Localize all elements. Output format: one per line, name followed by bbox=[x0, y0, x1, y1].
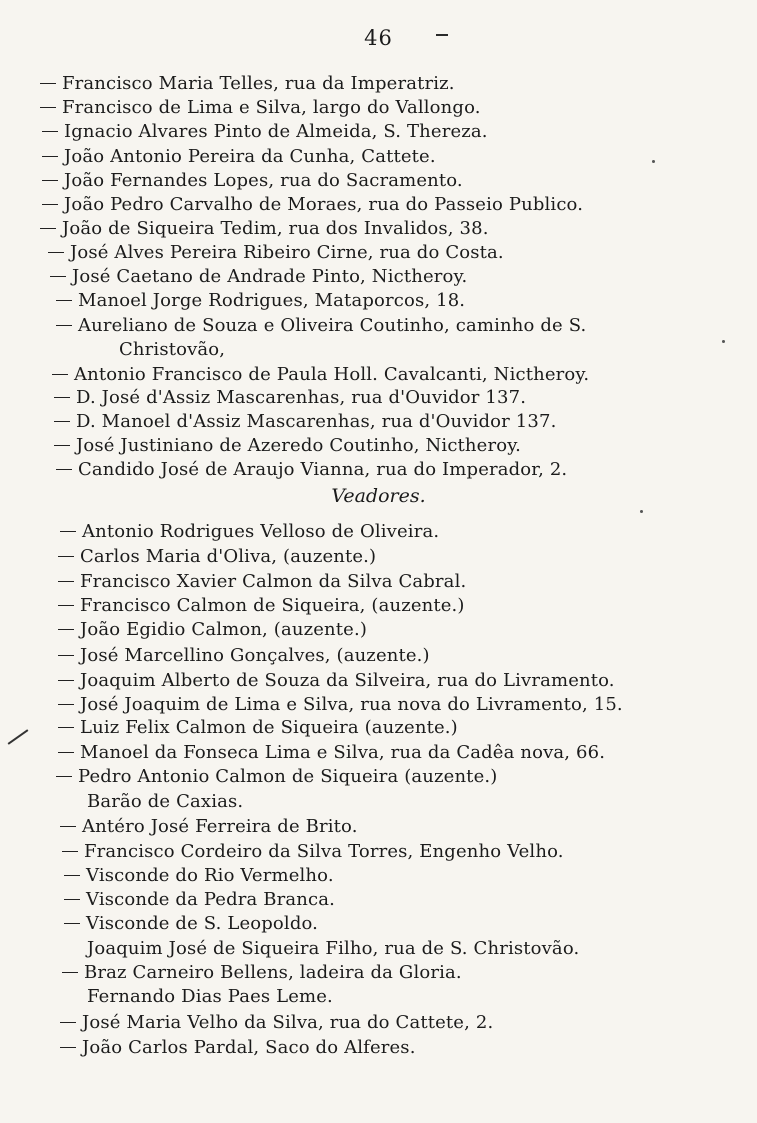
list-item bbox=[42, 169, 463, 192]
entry-text: João Antonio Pereira da Cunha, Cattete. bbox=[64, 146, 436, 167]
entry-dash bbox=[42, 156, 58, 157]
entry-dash bbox=[42, 180, 58, 181]
entry-dash bbox=[58, 655, 74, 656]
entry-text: Francisco Maria Telles, rua da Imperatriz. bbox=[62, 73, 455, 94]
entry-text: Francisco Xavier Calmon da Silva Cabral. bbox=[80, 571, 467, 592]
entry-text: João de Siqueira Tedim, rua dos Invalidos, 38. bbox=[62, 218, 489, 239]
entry-dash bbox=[54, 421, 70, 422]
list-item bbox=[60, 1011, 493, 1034]
entry-dash bbox=[42, 204, 58, 205]
entry-dash bbox=[62, 851, 78, 852]
entry-text: Francisco Cordeiro da Silva Torres, Engenho Velho. bbox=[84, 841, 564, 862]
list-item bbox=[58, 741, 605, 764]
entry-text: Francisco de Lima e Silva, largo do Vallongo. bbox=[62, 97, 481, 118]
entry-text: Barão de Caxias. bbox=[87, 791, 244, 812]
list-item bbox=[40, 96, 481, 119]
list-item bbox=[48, 241, 504, 264]
entry-text: D. Manoel d'Assiz Mascarenhas, rua d'Ouvidor 137. bbox=[76, 411, 557, 432]
entry-dash bbox=[60, 826, 76, 827]
entry-text: Visconde da Pedra Branca. bbox=[86, 889, 336, 910]
list-item bbox=[87, 985, 333, 1008]
entry-text: João Egidio Calmon, (auzente.) bbox=[80, 619, 368, 640]
ink-speck bbox=[652, 160, 655, 163]
entry-dash bbox=[58, 752, 74, 753]
entry-text: Aureliano de Souza e Oliveira Coutinho, caminho de S. bbox=[78, 315, 587, 336]
entry-text: D. José d'Assiz Mascarenhas, rua d'Ouvidor 137. bbox=[76, 387, 527, 408]
entry-dash bbox=[40, 228, 56, 229]
list-item bbox=[40, 217, 489, 240]
entry-dash bbox=[58, 704, 74, 705]
list-item bbox=[56, 458, 567, 481]
list-item bbox=[87, 790, 243, 813]
list-item bbox=[64, 864, 334, 887]
entry-text: Manoel da Fonseca Lima e Silva, rua da Cadêa nova, 66. bbox=[80, 742, 606, 763]
list-item bbox=[119, 338, 225, 361]
entry-text: Ignacio Alvares Pinto de Almeida, S. Thereza. bbox=[64, 121, 488, 142]
entry-text: José Joaquim de Lima e Silva, rua nova do Livramento, 15. bbox=[80, 694, 623, 715]
entry-text: José Alves Pereira Ribeiro Cirne, rua do Costa. bbox=[70, 242, 504, 263]
entry-text: Antonio Rodrigues Velloso de Oliveira. bbox=[82, 521, 440, 542]
list-item bbox=[42, 120, 488, 143]
list-item bbox=[87, 937, 579, 960]
entry-dash bbox=[64, 875, 80, 876]
entry-dash bbox=[62, 972, 78, 973]
margin-pen-mark bbox=[8, 729, 29, 744]
entry-text: João Carlos Pardal, Saco do Alferes. bbox=[82, 1037, 416, 1058]
list-item bbox=[58, 545, 376, 568]
list-item bbox=[54, 386, 526, 409]
list-item bbox=[60, 1036, 416, 1059]
entry-dash bbox=[56, 325, 72, 326]
entry-text: José Justiniano de Azeredo Coutinho, Nictheroy. bbox=[76, 435, 522, 456]
entry-text: Pedro Antonio Calmon de Siqueira (auzente.) bbox=[78, 766, 498, 787]
entry-dash bbox=[40, 107, 56, 108]
entry-text: Francisco Calmon de Siqueira, (auzente.) bbox=[80, 595, 465, 616]
entry-text: Joaquim José de Siqueira Filho, rua de S. Christovão. bbox=[87, 938, 580, 959]
header-dash bbox=[436, 34, 448, 36]
entry-text: Visconde do Rio Vermelho. bbox=[86, 865, 334, 886]
entry-text: Joaquim Alberto de Souza da Silveira, rua do Livramento. bbox=[80, 670, 615, 691]
list-item bbox=[56, 765, 497, 788]
list-item bbox=[40, 72, 455, 95]
entry-text: Carlos Maria d'Oliva, (auzente.) bbox=[80, 546, 377, 567]
entry-dash bbox=[56, 300, 72, 301]
list-item bbox=[60, 815, 358, 838]
list-item bbox=[52, 363, 589, 386]
entry-dash bbox=[64, 923, 80, 924]
entry-dash bbox=[58, 629, 74, 630]
entry-dash bbox=[52, 374, 68, 375]
entry-text: Luiz Felix Calmon de Siqueira (auzente.) bbox=[80, 717, 458, 738]
list-item bbox=[60, 520, 439, 543]
list-item bbox=[54, 410, 556, 433]
entry-dash bbox=[54, 397, 70, 398]
entry-text: Christovão, bbox=[119, 339, 226, 360]
list-item bbox=[58, 669, 615, 692]
entry-dash bbox=[64, 899, 80, 900]
entry-dash bbox=[54, 445, 70, 446]
entry-dash bbox=[48, 252, 64, 253]
list-item bbox=[58, 716, 458, 739]
entry-dash bbox=[58, 605, 74, 606]
entry-dash bbox=[60, 531, 76, 532]
ink-speck bbox=[640, 510, 643, 513]
entry-text: Braz Carneiro Bellens, ladeira da Gloria. bbox=[84, 962, 462, 983]
entry-dash bbox=[56, 776, 72, 777]
entry-text: João Pedro Carvalho de Moraes, rua do Passeio Publico. bbox=[64, 194, 584, 215]
entry-text: José Caetano de Andrade Pinto, Nictheroy. bbox=[72, 266, 468, 287]
entry-dash bbox=[56, 469, 72, 470]
list-item bbox=[54, 434, 521, 457]
entry-text: Visconde de S. Leopoldo. bbox=[86, 913, 319, 934]
list-item bbox=[58, 618, 367, 641]
entry-dash bbox=[58, 581, 74, 582]
entry-dash bbox=[58, 556, 74, 557]
entry-dash bbox=[58, 727, 74, 728]
section-heading-veadores: Veadores. bbox=[331, 485, 426, 507]
entry-text: João Fernandes Lopes, rua do Sacramento. bbox=[64, 170, 463, 191]
list-item bbox=[42, 193, 583, 216]
list-item bbox=[62, 961, 462, 984]
entry-dash bbox=[58, 680, 74, 681]
ink-speck bbox=[722, 340, 725, 343]
entry-text: Manoel Jorge Rodrigues, Mataporcos, 18. bbox=[78, 290, 466, 311]
list-item bbox=[58, 693, 623, 716]
list-item bbox=[62, 840, 564, 863]
list-item bbox=[58, 570, 466, 593]
entry-text: Antéro José Ferreira de Brito. bbox=[82, 816, 358, 837]
entry-text: José Marcellino Gonçalves, (auzente.) bbox=[80, 645, 430, 666]
entry-dash bbox=[40, 83, 56, 84]
entry-text: Fernando Dias Paes Leme. bbox=[87, 986, 333, 1007]
list-item bbox=[50, 265, 467, 288]
page-number: 46 bbox=[364, 26, 393, 50]
list-item bbox=[58, 644, 430, 667]
entry-text: José Maria Velho da Silva, rua do Cattete, 2. bbox=[82, 1012, 494, 1033]
entry-dash bbox=[60, 1047, 76, 1048]
entry-dash bbox=[50, 276, 66, 277]
entry-text: Candido José de Araujo Vianna, rua do Imperador, 2. bbox=[78, 459, 568, 480]
list-item bbox=[64, 912, 318, 935]
entry-text: Antonio Francisco de Paula Holl. Cavalcanti, Nictheroy. bbox=[74, 364, 590, 385]
list-item bbox=[64, 888, 335, 911]
entry-dash bbox=[42, 131, 58, 132]
list-item bbox=[56, 314, 586, 337]
list-item bbox=[42, 145, 436, 168]
list-item bbox=[58, 594, 465, 617]
list-item bbox=[56, 289, 465, 312]
entry-dash bbox=[60, 1022, 76, 1023]
